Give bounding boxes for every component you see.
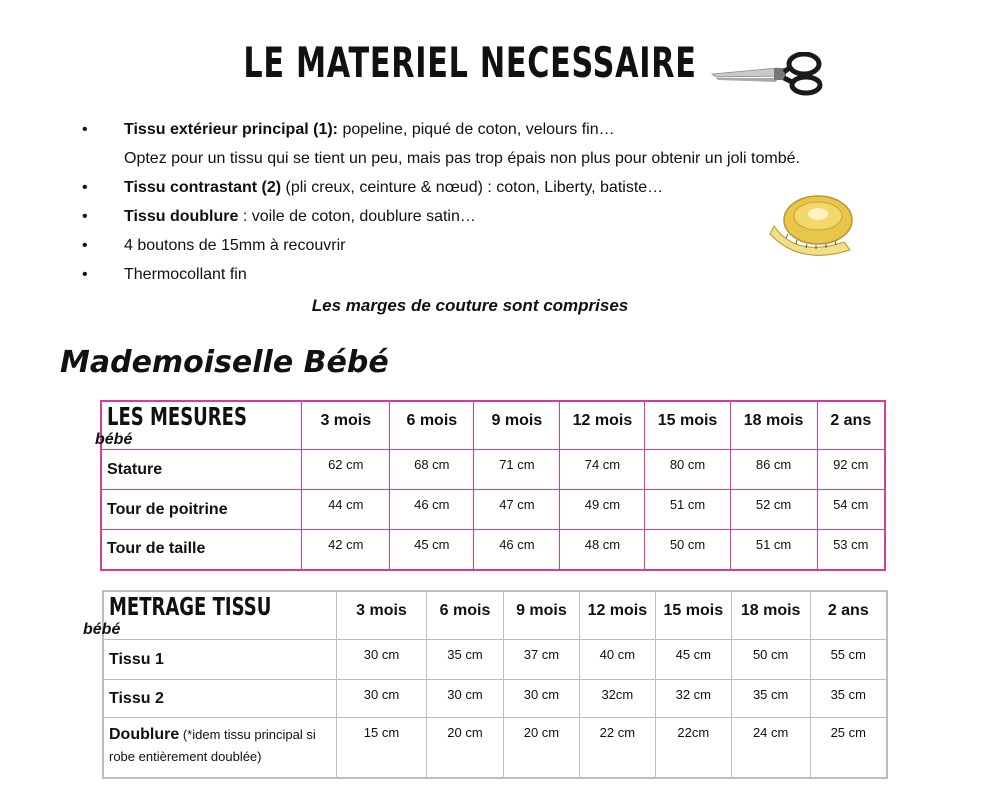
column-header: 6 mois — [427, 591, 504, 640]
table-cell: 92 cm — [817, 450, 885, 490]
table-cell: 30 cm — [427, 680, 504, 718]
column-header: 18 mois — [731, 591, 810, 640]
table-cell: 53 cm — [817, 530, 885, 570]
column-header: 12 mois — [560, 401, 645, 450]
table-row — [103, 718, 887, 778]
column-header: 12 mois — [579, 591, 655, 640]
table-heading-sub: bébé — [95, 431, 133, 448]
table-cell: 54 cm — [817, 490, 885, 530]
table-header-row — [101, 401, 885, 450]
table-cell: 50 cm — [645, 530, 730, 570]
fabric-yardage-table — [83, 590, 888, 779]
table-cell: 55 cm — [810, 640, 887, 680]
table-cell: 35 cm — [427, 640, 504, 680]
table-heading-sub: bébé — [83, 621, 121, 638]
column-header: 3 mois — [336, 591, 426, 640]
column-header: 9 mois — [503, 591, 579, 640]
row-label-text: Doublure — [109, 726, 180, 743]
table-cell: 20 cm — [503, 718, 579, 778]
column-header: 2 ans — [817, 401, 885, 450]
table-heading-text: LES MESURES — [107, 402, 247, 431]
item-text: : voile de coton, doublure satin… — [238, 208, 476, 225]
row-label — [103, 718, 336, 778]
item-label: Tissu contrastant (2) — [124, 179, 282, 196]
table-cell: 32 cm — [655, 680, 731, 718]
table-cell: 47 cm — [474, 490, 560, 530]
column-header: 3 mois — [302, 401, 390, 450]
table-heading-text: METRAGE TISSU — [109, 592, 272, 621]
table-cell: 30 cm — [336, 680, 426, 718]
bullet-icon: • — [82, 208, 88, 225]
row-label: Stature — [101, 450, 302, 490]
table-cell: 25 cm — [810, 718, 887, 778]
row-label: Tour de taille — [101, 530, 302, 570]
table-row — [101, 450, 885, 490]
table-cell: 32cm — [579, 680, 655, 718]
item-label: Tissu extérieur principal (1): — [124, 121, 338, 138]
item-text: (pli creux, ceinture & nœud) : coton, Liberty, batiste… — [281, 179, 664, 196]
table-cell: 52 cm — [730, 490, 817, 530]
table-cell: 71 cm — [474, 450, 560, 490]
table-cell: 35 cm — [810, 680, 887, 718]
row-label: Tissu 2 — [103, 680, 336, 718]
section-title: Mademoiselle Bébé — [60, 345, 389, 380]
column-header: 15 mois — [655, 591, 731, 640]
column-header: 9 mois — [474, 401, 560, 450]
table-cell: 74 cm — [560, 450, 645, 490]
item-text: Thermocollant fin — [124, 266, 247, 283]
table-cell: 22 cm — [579, 718, 655, 778]
table-cell: 44 cm — [302, 490, 390, 530]
row-label: Tour de poitrine — [101, 490, 302, 530]
table-row — [101, 530, 885, 570]
table-row — [103, 640, 887, 680]
table-cell: 51 cm — [730, 530, 817, 570]
scissors-icon — [708, 52, 826, 96]
table-cell: 37 cm — [503, 640, 579, 680]
page-title: LE MATERIEL NECESSAIRE — [243, 38, 697, 87]
column-header: 6 mois — [390, 401, 474, 450]
row-label: Tissu 1 — [103, 640, 336, 680]
seam-allowance-note: Les marges de couture sont comprises — [311, 296, 629, 315]
table-cell: 22cm — [655, 718, 731, 778]
table-row — [103, 680, 887, 718]
bullet-icon: • — [82, 179, 88, 196]
table-cell: 30 cm — [336, 640, 426, 680]
table-cell: 68 cm — [390, 450, 474, 490]
table-cell: 45 cm — [655, 640, 731, 680]
table-cell: 48 cm — [560, 530, 645, 570]
table-cell: 42 cm — [302, 530, 390, 570]
measurements-table — [95, 400, 886, 571]
table-cell: 51 cm — [645, 490, 730, 530]
column-header: 18 mois — [730, 401, 817, 450]
column-header: 2 ans — [810, 591, 887, 640]
table-cell: 86 cm — [730, 450, 817, 490]
bullet-icon: • — [82, 121, 88, 138]
table-cell: 15 cm — [336, 718, 426, 778]
item-text: 4 boutons de 15mm à recouvrir — [124, 237, 346, 254]
table-cell: 80 cm — [645, 450, 730, 490]
column-header: 15 mois — [645, 401, 730, 450]
table-cell: 30 cm — [503, 680, 579, 718]
table-header-row — [103, 591, 887, 640]
table-cell: 46 cm — [390, 490, 474, 530]
measuring-tape-icon — [766, 186, 862, 262]
table-row — [101, 490, 885, 530]
table-heading — [95, 401, 302, 450]
table-cell: 62 cm — [302, 450, 390, 490]
item-text: popeline, piqué de coton, velours fin… — [338, 121, 615, 138]
item-text: Optez pour un tissu qui se tient un peu, mais pas trop épais non plus pour obtenir un joli tombé. — [124, 150, 800, 167]
row-label-note: (*idem tissu principal si robe entièrement doublée) — [109, 727, 316, 764]
bullet-icon: • — [82, 237, 88, 254]
table-cell: 45 cm — [390, 530, 474, 570]
table-cell: 20 cm — [427, 718, 504, 778]
table-cell: 40 cm — [579, 640, 655, 680]
item-label: Tissu doublure — [124, 208, 239, 225]
table-cell: 50 cm — [731, 640, 810, 680]
table-heading — [83, 591, 336, 640]
bullet-icon: • — [82, 266, 88, 283]
table-cell: 49 cm — [560, 490, 645, 530]
table-cell: 35 cm — [731, 680, 810, 718]
table-cell: 46 cm — [474, 530, 560, 570]
table-cell: 24 cm — [731, 718, 810, 778]
